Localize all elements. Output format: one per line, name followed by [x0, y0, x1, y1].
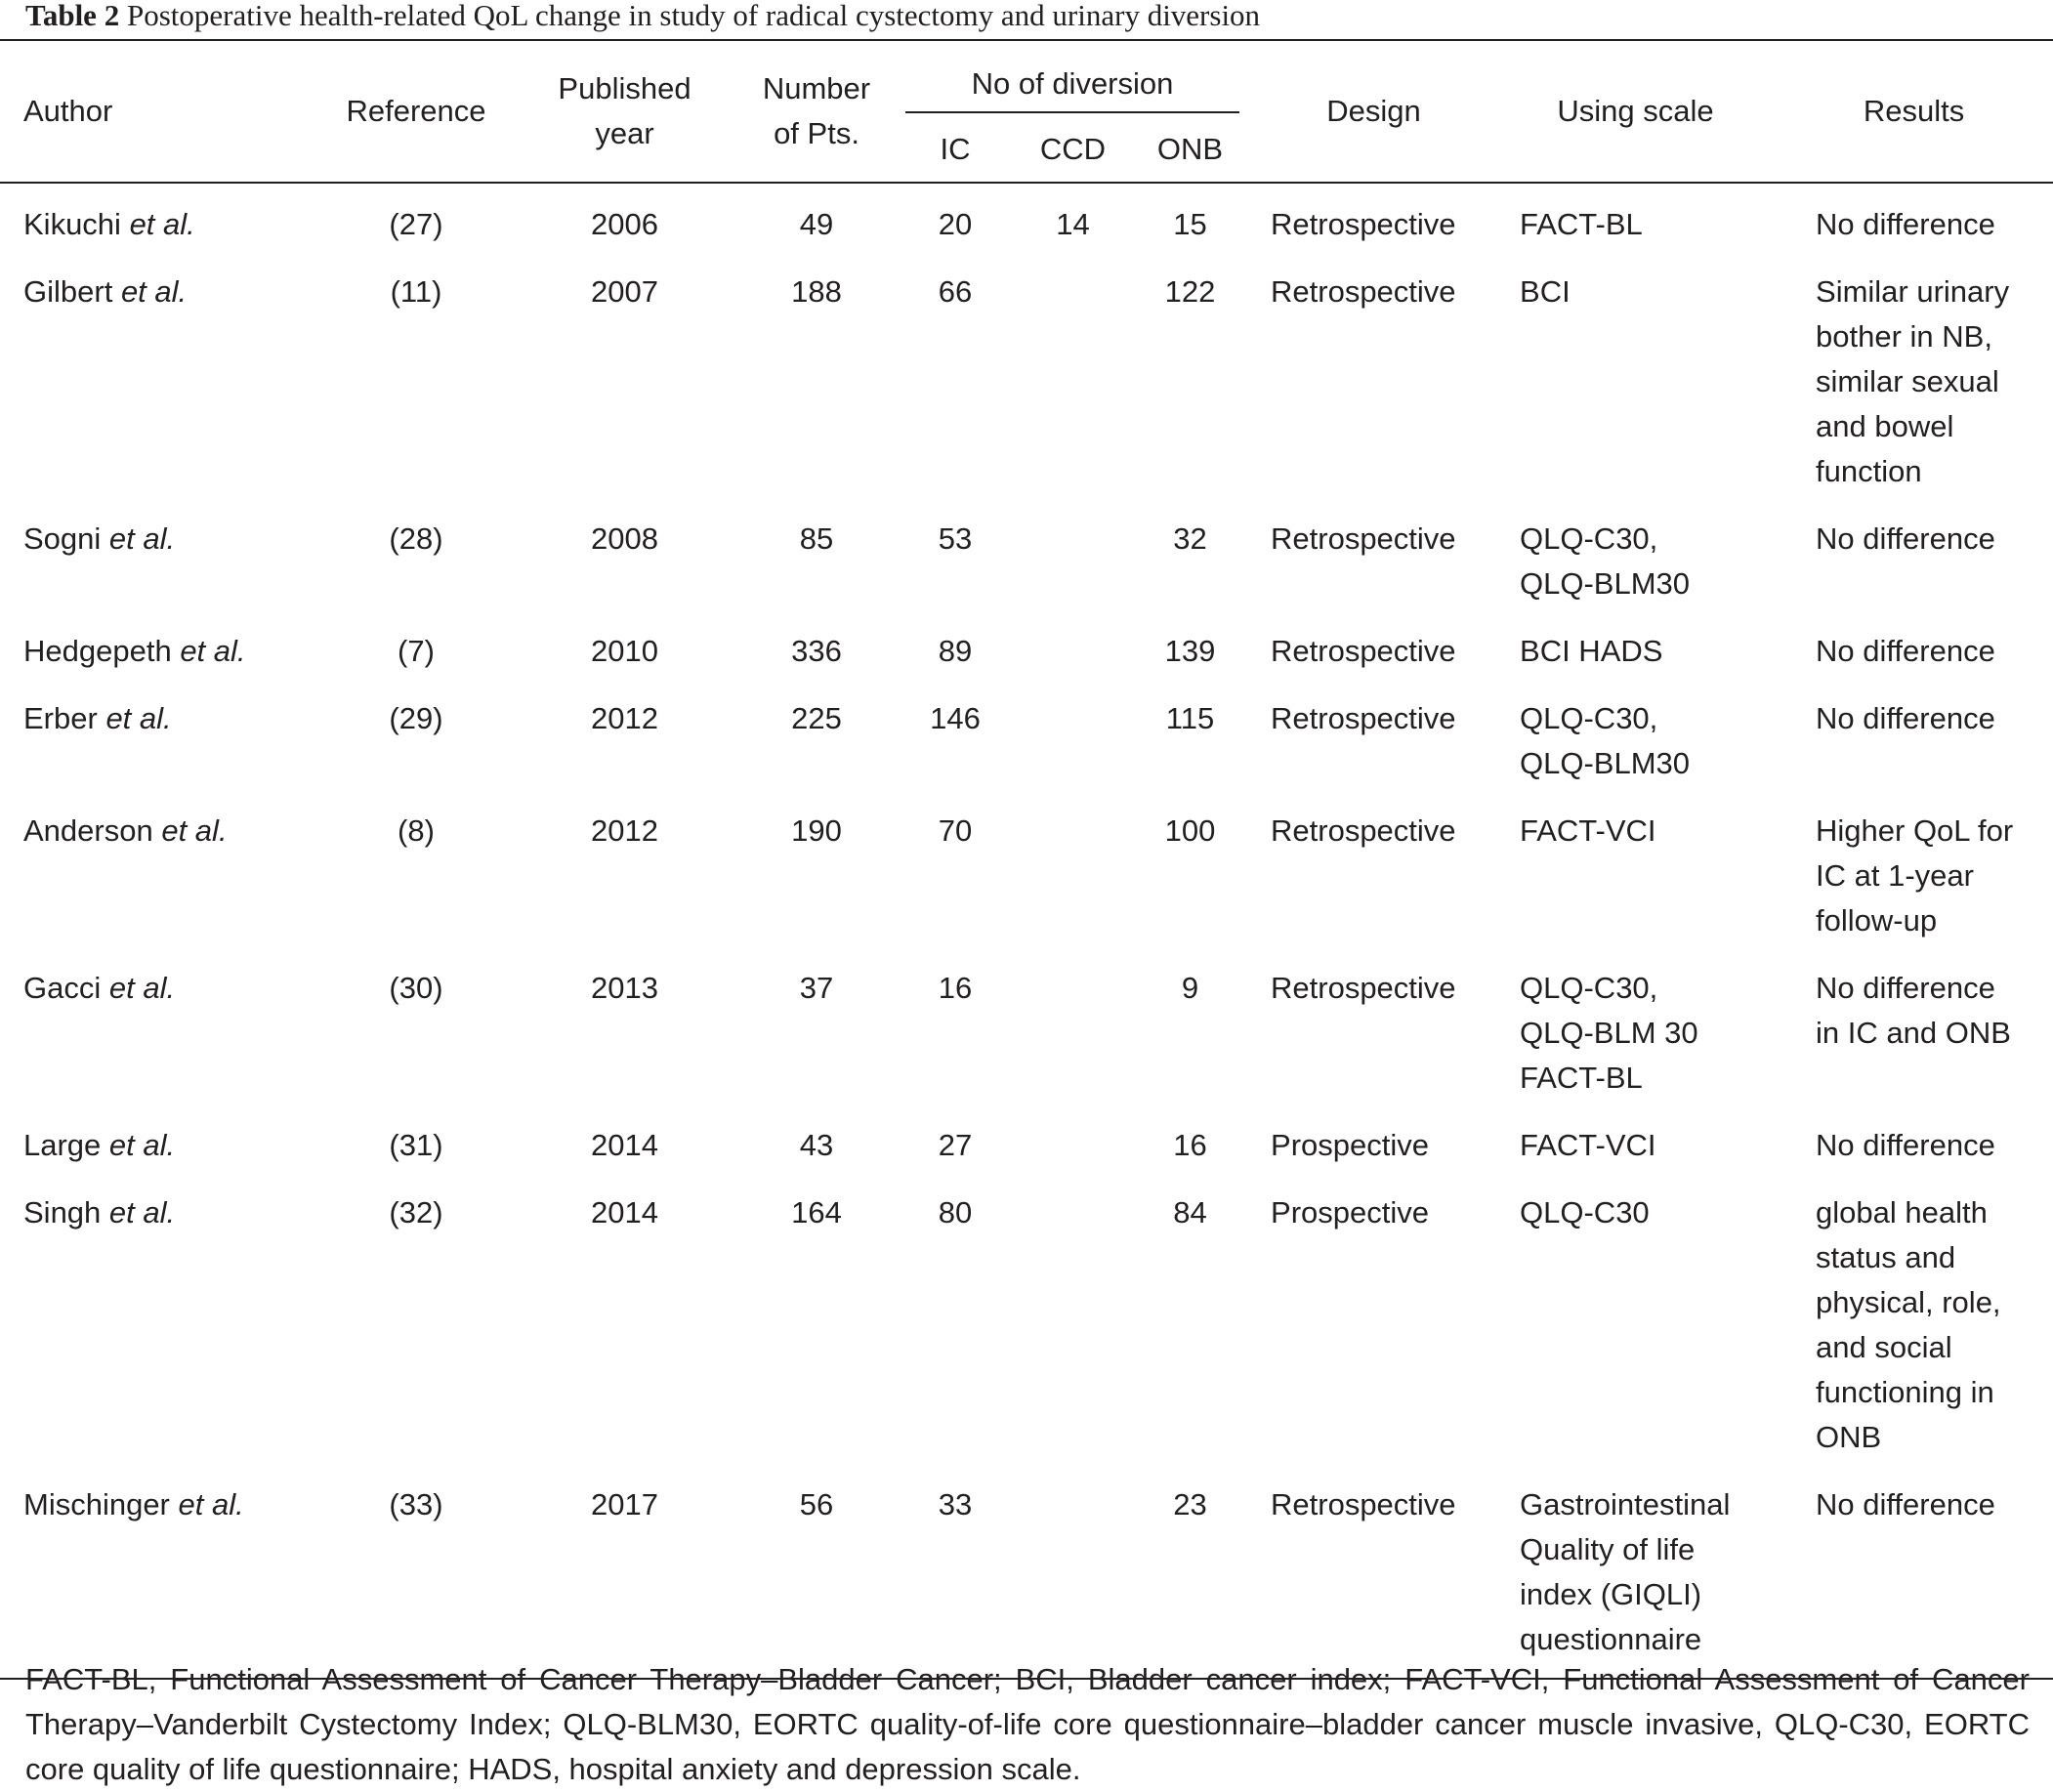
cell-number-of-pts: 43: [799, 1128, 834, 1162]
cell-year: 2008: [591, 521, 658, 556]
author-name: Gilbert: [23, 274, 113, 309]
cell-year: 2014: [591, 1195, 658, 1229]
author-name: Sogni: [23, 521, 102, 556]
cell-reference: (11): [390, 274, 442, 309]
author-name: Hedgepeth: [23, 634, 172, 668]
cell-year: 2010: [591, 634, 658, 668]
cell-scale: QLQ-C30, QLQ-BLM 30 FACT-BL: [1520, 971, 1698, 1095]
cell-ic: 27: [938, 1128, 973, 1162]
cell-ic: 70: [938, 813, 973, 848]
cell-ccd: [1017, 1104, 1129, 1172]
cell-scale: FACT-VCI: [1520, 1128, 1656, 1162]
author-name: Gacci: [23, 971, 102, 1005]
author-et-al: et al.: [180, 634, 246, 668]
cell-design: Retrospective: [1271, 813, 1456, 848]
cell-year: 2017: [591, 1487, 658, 1521]
cell-onb: 100: [1164, 813, 1216, 848]
cell-onb: 15: [1173, 207, 1207, 241]
cell-number-of-pts: 85: [799, 521, 834, 556]
cell-reference: (28): [389, 521, 443, 556]
header-reference: Reference: [346, 94, 486, 128]
cell-ic: 20: [938, 207, 973, 241]
table-title: [25, 0, 1260, 31]
cell-scale: FACT-BL: [1520, 207, 1643, 241]
cell-onb: 139: [1164, 634, 1216, 668]
cell-result: global health status and physical, role, and social functioning in ONB: [1816, 1195, 2001, 1454]
author-name: Large: [23, 1128, 102, 1162]
cell-reference: (32): [389, 1195, 443, 1229]
author-et-al: et al.: [105, 701, 172, 735]
table-caption: Postoperative health-related QoL change in study of radical cystectomy and urinary diversion: [126, 0, 1261, 32]
table-footnote: FACT-BL, Functional Assessment of Cancer Therapy–Bladder Cancer; BCI, Bladder cancer index; FACT-VCI, Functional Assessment of Cancer Therapy–Vanderbilt Cystectomy Index; QLQ-BLM30, EORTC quality-of-life core questionnaire–bladder cancer muscle invasive, QLQ-C30, EORTC core quality of life questionnaire; HADS, hospital anxiety and depression scale.: [25, 1662, 2030, 1786]
cell-ic: 33: [938, 1487, 973, 1521]
cell-number-of-pts: 37: [799, 971, 834, 1005]
cell-design: Retrospective: [1271, 274, 1456, 309]
cell-design: Retrospective: [1271, 1487, 1456, 1521]
cell-design: Retrospective: [1271, 701, 1456, 735]
table-row: [0, 251, 2053, 498]
cell-year: 2013: [591, 971, 658, 1005]
cell-year: 2012: [591, 701, 658, 735]
cell-design: Retrospective: [1271, 521, 1456, 556]
header-published-year: Published year: [558, 71, 691, 150]
cell-ic: 146: [930, 701, 981, 735]
table-row: [0, 498, 2053, 610]
header-number-of-pts: Number of Pts.: [762, 71, 871, 150]
table-row: [0, 183, 2053, 251]
cell-number-of-pts: 164: [791, 1195, 842, 1229]
author-et-al: et al.: [108, 1195, 176, 1229]
cell-design: Retrospective: [1271, 634, 1456, 668]
header-onb: ONB: [1156, 132, 1224, 166]
cell-author: [0, 947, 322, 1104]
cell-author: [0, 610, 322, 678]
cell-ccd: [1017, 790, 1129, 947]
author-et-al: et al.: [161, 813, 228, 848]
cell-ic: 80: [938, 1195, 973, 1229]
cell-year: 2012: [591, 813, 658, 848]
cell-result: No difference in IC and ONB: [1816, 971, 2011, 1050]
cell-year: 2006: [591, 207, 658, 241]
header-ccd: CCD: [1039, 132, 1107, 166]
cell-year: 2007: [591, 274, 658, 309]
cell-reference: (31): [389, 1128, 443, 1162]
cell-number-of-pts: 225: [791, 701, 842, 735]
header-no-of-diversion: [894, 40, 1251, 117]
cell-ccd: 14: [1056, 207, 1090, 241]
cell-author: [0, 1172, 322, 1464]
cell-onb: 23: [1173, 1487, 1207, 1521]
cell-ccd: [1017, 498, 1129, 610]
cell-reference: (30): [389, 971, 443, 1005]
cell-author: [0, 1464, 322, 1679]
cell-result: No difference: [1816, 521, 1995, 556]
header-results: Results: [1863, 94, 1965, 128]
cell-author: [0, 790, 322, 947]
cell-author: [0, 1104, 322, 1172]
cell-ic: 66: [938, 274, 973, 309]
header-author: Author: [23, 94, 113, 128]
cell-author: [0, 183, 322, 251]
cell-ic: 16: [938, 971, 973, 1005]
cell-scale: FACT-VCI: [1520, 813, 1656, 848]
author-name: Singh: [23, 1195, 102, 1229]
table-header: [0, 40, 2053, 183]
qol-table: [0, 39, 2053, 1680]
header-using-scale: Using scale: [1557, 94, 1714, 128]
cell-ccd: [1017, 1464, 1129, 1679]
table-row: [0, 1172, 2053, 1464]
author-name: Anderson: [23, 813, 153, 848]
cell-scale: QLQ-C30: [1520, 1195, 1650, 1229]
cell-reference: (33): [389, 1487, 443, 1521]
table-row: [0, 610, 2053, 678]
cell-scale: BCI HADS: [1520, 634, 1663, 668]
cell-result: No difference: [1816, 1128, 1995, 1162]
cell-reference: (7): [398, 634, 435, 668]
author-et-al: et al.: [129, 207, 195, 241]
table-row: [0, 678, 2053, 790]
cell-reference: (8): [398, 813, 435, 848]
cell-design: Retrospective: [1271, 971, 1456, 1005]
author-et-al: et al.: [108, 1128, 176, 1162]
header-no-of-diversion-label: No of diversion: [905, 64, 1239, 113]
cell-onb: 9: [1181, 971, 1199, 1005]
cell-scale: Gastrointestinal Quality of life index (GIQLI) questionnaire: [1520, 1487, 1731, 1656]
cell-ic: 89: [938, 634, 973, 668]
cell-number-of-pts: 190: [791, 813, 842, 848]
cell-result: Similar urinary bother in NB, similar sexual and bowel function: [1816, 274, 2010, 488]
cell-number-of-pts: 49: [799, 207, 834, 241]
author-name: Kikuchi: [23, 207, 121, 241]
table-row: [0, 1464, 2053, 1679]
cell-author: [0, 678, 322, 790]
cell-onb: 84: [1173, 1195, 1207, 1229]
cell-year: 2014: [591, 1128, 658, 1162]
cell-ic: 53: [938, 521, 973, 556]
author-et-al: et al.: [108, 971, 176, 1005]
cell-ccd: [1017, 947, 1129, 1104]
cell-ccd: [1017, 251, 1129, 498]
table-row: [0, 1104, 2053, 1172]
cell-onb: 122: [1164, 274, 1216, 309]
table-label: Table 2: [25, 0, 120, 32]
author-et-al: et al.: [178, 1487, 244, 1521]
header-design: Design: [1326, 94, 1421, 128]
cell-result: No difference: [1816, 634, 1995, 668]
cell-number-of-pts: 56: [799, 1487, 834, 1521]
author-name: Mischinger: [23, 1487, 170, 1521]
cell-reference: (29): [389, 701, 443, 735]
cell-result: No difference: [1816, 1487, 1995, 1521]
cell-result: Higher QoL for IC at 1-year follow-up: [1816, 813, 2014, 938]
cell-onb: 32: [1173, 521, 1207, 556]
cell-onb: 16: [1173, 1128, 1207, 1162]
cell-scale: QLQ-C30, QLQ-BLM30: [1520, 701, 1691, 780]
table-row: [0, 790, 2053, 947]
cell-author: [0, 251, 322, 498]
header-ic: IC: [940, 132, 971, 166]
author-et-al: et al.: [108, 521, 176, 556]
table-row: [0, 947, 2053, 1104]
cell-number-of-pts: 336: [791, 634, 842, 668]
author-name: Erber: [23, 701, 98, 735]
cell-author: [0, 498, 322, 610]
cell-reference: (27): [389, 207, 443, 241]
cell-design: Prospective: [1271, 1195, 1429, 1229]
cell-scale: QLQ-C30, QLQ-BLM30: [1520, 521, 1691, 601]
cell-number-of-pts: 188: [791, 274, 842, 309]
cell-design: Retrospective: [1271, 207, 1456, 241]
cell-ccd: [1017, 678, 1129, 790]
cell-onb: 115: [1165, 701, 1215, 735]
cell-ccd: [1017, 1172, 1129, 1464]
cell-result: No difference: [1816, 701, 1995, 735]
cell-ccd: [1017, 610, 1129, 678]
cell-result: No difference: [1816, 207, 1995, 241]
cell-scale: BCI: [1520, 274, 1571, 309]
cell-design: Prospective: [1271, 1128, 1429, 1162]
table-body: [0, 183, 2053, 1679]
author-et-al: et al.: [120, 274, 188, 309]
